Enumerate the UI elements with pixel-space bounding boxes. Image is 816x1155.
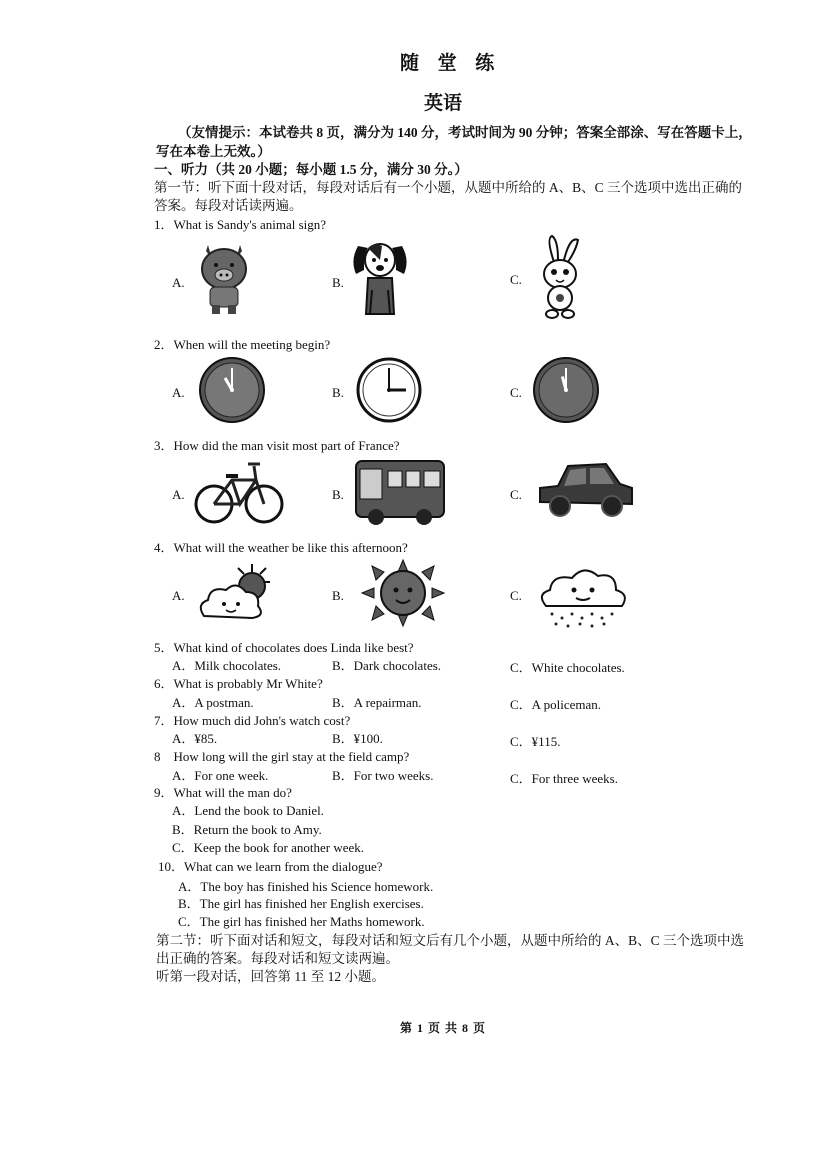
section2-instruction-line2: 出正确的答案。每段对话和短文读两遍。 [156, 951, 399, 966]
q10-option-a: A．The boy has finished his Science homework. [178, 879, 434, 894]
q6-option-c: C．A policeman. [510, 697, 601, 712]
option-label-a: A. [172, 385, 185, 400]
question-3: 3．How did the man visit most part of France? [154, 438, 400, 453]
car-icon [536, 456, 636, 526]
q8-option-c: C．For three weeks. [510, 771, 618, 786]
exam-tip-line1: （友情提示：本试卷共 8 页，满分为 140 分，考试时间为 90 分钟；答案全部涂、写在答题卡上， [178, 125, 752, 140]
question-9: 9．What will the man do? [154, 785, 292, 800]
rainy-icon [536, 562, 632, 632]
option-label-b: B. [332, 385, 344, 400]
bicycle-icon [194, 456, 284, 526]
page-title: 随 堂 练 [400, 52, 501, 74]
cloudy-sunny-icon [196, 560, 278, 626]
question-4: 4．What will the weather be like this afternoon? [154, 540, 408, 555]
q10-option-c: C．The girl has finished her Maths homework. [178, 914, 425, 929]
q7-option-a: A．¥85. [172, 731, 218, 746]
q7-option-b: B．¥100. [332, 731, 383, 746]
sun-icon [358, 558, 448, 628]
exam-tip-line2: 写在本卷上无效。） [156, 144, 271, 159]
section2-instruction-line1: 第二节：听下面对话和短文，每段对话和短文后有几个小题，从题中所给的 A、B、C 三个选项中选 [156, 933, 745, 948]
section2-instruction-line3: 听第一段对话，回答第 11 至 12 小题。 [156, 969, 385, 984]
page-number: 第 1 页 共 8 页 [400, 1021, 487, 1035]
q6-option-a: A．A postman. [172, 695, 254, 710]
q5-option-a: A．Milk chocolates. [172, 658, 282, 673]
q6-option-b: B．A repairman. [332, 695, 422, 710]
option-label-c: C. [510, 385, 522, 400]
option-label-c: C. [510, 272, 522, 287]
part1-heading: 一、听力（共 20 小题；每小题 1.5 分，满分 30 分。） [154, 162, 468, 177]
option-label-a: A. [172, 487, 185, 502]
question-6: 6．What is probably Mr White? [154, 676, 323, 691]
q7-option-c: C．¥115. [510, 734, 561, 749]
section1-instruction-line2: 答案。每段对话读两遍。 [154, 198, 303, 213]
q8-option-b: B．For two weeks. [332, 768, 434, 783]
pig-icon [198, 243, 250, 315]
q5-option-c: C．White chocolates. [510, 660, 625, 675]
q8-option-a: A．For one week. [172, 768, 269, 783]
option-label-a: A. [172, 588, 185, 603]
question-10: 10．What can we learn from the dialogue? [158, 859, 383, 874]
option-label-b: B. [332, 487, 344, 502]
bus-icon [354, 455, 448, 527]
option-label-b: B. [332, 275, 344, 290]
section1-instruction-line1: 第一节：听下面十段对话，每段对话后有一个小题，从题中所给的 A、B、C 三个选项中选出正确的 [154, 180, 743, 195]
q9-option-c: C．Keep the book for another week. [172, 840, 365, 855]
question-2: 2．When will the meeting begin? [154, 337, 331, 352]
q9-option-b: B．Return the book to Amy. [172, 822, 322, 837]
question-7: 7．How much did John's watch cost? [154, 713, 351, 728]
clock-icon [356, 356, 422, 424]
option-label-a: A. [172, 275, 185, 290]
rabbit-icon [536, 234, 584, 320]
q9-option-a: A．Lend the book to Daniel. [172, 803, 324, 818]
q10-option-b: B．The girl has finished her English exercises. [178, 896, 424, 911]
subject-title: 英语 [424, 92, 463, 114]
clock-icon [198, 356, 266, 424]
question-5: 5．What kind of chocolates does Linda like best? [154, 640, 414, 655]
clock-icon [532, 356, 600, 424]
q5-option-b: B．Dark chocolates. [332, 658, 442, 673]
dog-icon [350, 240, 410, 316]
question-8: 8 How long will the girl stay at the field camp? [154, 749, 410, 764]
option-label-c: C. [510, 487, 522, 502]
option-label-c: C. [510, 588, 522, 603]
question-1: 1．What is Sandy's animal sign? [154, 217, 327, 232]
option-label-b: B. [332, 588, 344, 603]
